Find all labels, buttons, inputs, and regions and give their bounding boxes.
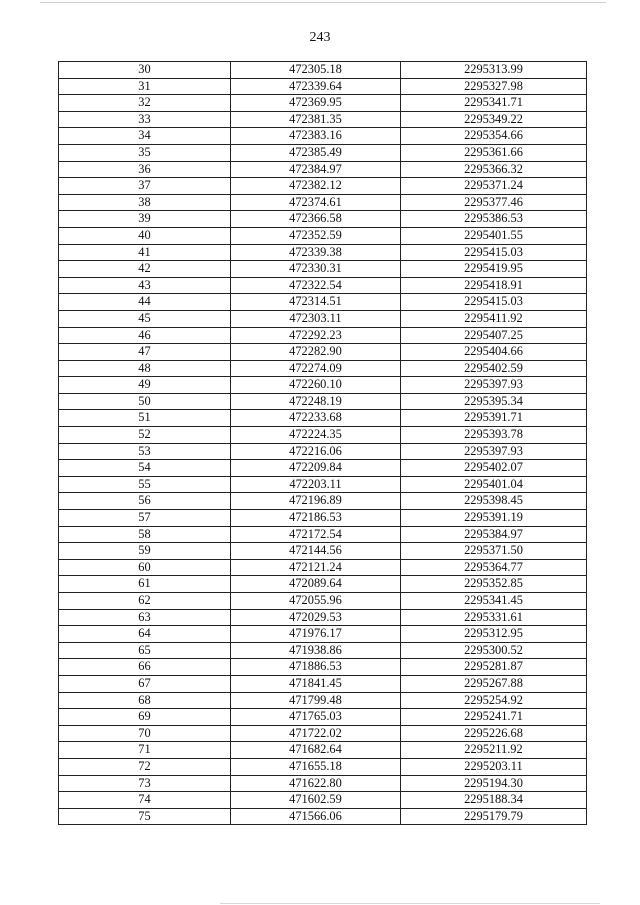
table-row — [59, 178, 587, 195]
y-coordinate-cell: 2295371.50 — [401, 543, 587, 560]
table-row — [59, 310, 587, 327]
table-row — [59, 111, 587, 128]
point-number-cell: 47 — [59, 344, 231, 361]
x-coordinate-cell: 471655.18 — [231, 758, 401, 775]
x-coordinate-cell: 472233.68 — [231, 410, 401, 427]
x-coordinate-cell: 471938.86 — [231, 642, 401, 659]
table-row — [59, 626, 587, 643]
table-row — [59, 460, 587, 477]
x-coordinate-cell: 472352.59 — [231, 227, 401, 244]
y-coordinate-cell: 2295331.61 — [401, 609, 587, 626]
table-row — [59, 161, 587, 178]
table-row — [59, 144, 587, 161]
y-coordinate-cell: 2295366.32 — [401, 161, 587, 178]
table-row — [59, 476, 587, 493]
table-row — [59, 642, 587, 659]
point-number-cell: 45 — [59, 310, 231, 327]
x-coordinate-cell: 472029.53 — [231, 609, 401, 626]
x-coordinate-cell: 471722.02 — [231, 725, 401, 742]
y-coordinate-cell: 2295179.79 — [401, 808, 587, 825]
table-row — [59, 808, 587, 825]
point-number-cell: 35 — [59, 144, 231, 161]
x-coordinate-cell: 472339.64 — [231, 78, 401, 95]
y-coordinate-cell: 2295371.24 — [401, 178, 587, 195]
x-coordinate-cell: 472216.06 — [231, 443, 401, 460]
point-number-cell: 61 — [59, 576, 231, 593]
y-coordinate-cell: 2295254.92 — [401, 692, 587, 709]
point-number-cell: 51 — [59, 410, 231, 427]
x-coordinate-cell: 472121.24 — [231, 559, 401, 576]
x-coordinate-cell: 472383.16 — [231, 128, 401, 145]
y-coordinate-cell: 2295341.71 — [401, 95, 587, 112]
point-number-cell: 48 — [59, 360, 231, 377]
x-coordinate-cell: 471622.80 — [231, 775, 401, 792]
table-row — [59, 227, 587, 244]
x-coordinate-cell: 472314.51 — [231, 294, 401, 311]
x-coordinate-cell: 472055.96 — [231, 593, 401, 610]
x-coordinate-cell: 472260.10 — [231, 377, 401, 394]
y-coordinate-cell: 2295203.11 — [401, 758, 587, 775]
y-coordinate-cell: 2295397.93 — [401, 377, 587, 394]
table-row — [59, 792, 587, 809]
point-number-cell: 53 — [59, 443, 231, 460]
point-number-cell: 34 — [59, 128, 231, 145]
y-coordinate-cell: 2295384.97 — [401, 526, 587, 543]
point-number-cell: 57 — [59, 510, 231, 527]
y-coordinate-cell: 2295281.87 — [401, 659, 587, 676]
y-coordinate-cell: 2295341.45 — [401, 593, 587, 610]
point-number-cell: 38 — [59, 194, 231, 211]
table-row — [59, 344, 587, 361]
table-row — [59, 609, 587, 626]
table-row — [59, 775, 587, 792]
x-coordinate-cell: 471602.59 — [231, 792, 401, 809]
x-coordinate-cell: 472144.56 — [231, 543, 401, 560]
point-number-cell: 69 — [59, 709, 231, 726]
table-row — [59, 659, 587, 676]
y-coordinate-cell: 2295352.85 — [401, 576, 587, 593]
y-coordinate-cell: 2295398.45 — [401, 493, 587, 510]
point-number-cell: 56 — [59, 493, 231, 510]
x-coordinate-cell: 472385.49 — [231, 144, 401, 161]
x-coordinate-cell: 472274.09 — [231, 360, 401, 377]
top-rule — [40, 2, 606, 3]
y-coordinate-cell: 2295241.71 — [401, 709, 587, 726]
point-number-cell: 39 — [59, 211, 231, 228]
x-coordinate-cell: 472209.84 — [231, 460, 401, 477]
table-row — [59, 194, 587, 211]
x-coordinate-cell: 472384.97 — [231, 161, 401, 178]
table-row — [59, 360, 587, 377]
point-number-cell: 40 — [59, 227, 231, 244]
y-coordinate-cell: 2295415.03 — [401, 294, 587, 311]
point-number-cell: 58 — [59, 526, 231, 543]
table-row — [59, 493, 587, 510]
coordinates-table-body — [59, 62, 587, 825]
x-coordinate-cell: 472381.35 — [231, 111, 401, 128]
point-number-cell: 74 — [59, 792, 231, 809]
y-coordinate-cell: 2295397.93 — [401, 443, 587, 460]
table-row — [59, 709, 587, 726]
y-coordinate-cell: 2295391.71 — [401, 410, 587, 427]
y-coordinate-cell: 2295418.91 — [401, 277, 587, 294]
x-coordinate-cell: 472292.23 — [231, 327, 401, 344]
bottom-rule — [220, 903, 600, 904]
coordinates-table — [58, 61, 587, 825]
x-coordinate-cell: 472203.11 — [231, 476, 401, 493]
point-number-cell: 41 — [59, 244, 231, 261]
table-row — [59, 593, 587, 610]
point-number-cell: 33 — [59, 111, 231, 128]
x-coordinate-cell: 472186.53 — [231, 510, 401, 527]
x-coordinate-cell: 471682.64 — [231, 742, 401, 759]
table-row — [59, 78, 587, 95]
point-number-cell: 72 — [59, 758, 231, 775]
y-coordinate-cell: 2295377.46 — [401, 194, 587, 211]
y-coordinate-cell: 2295395.34 — [401, 393, 587, 410]
y-coordinate-cell: 2295401.55 — [401, 227, 587, 244]
y-coordinate-cell: 2295211.92 — [401, 742, 587, 759]
y-coordinate-cell: 2295386.53 — [401, 211, 587, 228]
table-row — [59, 244, 587, 261]
point-number-cell: 44 — [59, 294, 231, 311]
table-row — [59, 277, 587, 294]
table-row — [59, 758, 587, 775]
point-number-cell: 30 — [59, 62, 231, 79]
point-number-cell: 65 — [59, 642, 231, 659]
y-coordinate-cell: 2295361.66 — [401, 144, 587, 161]
x-coordinate-cell: 471841.45 — [231, 675, 401, 692]
point-number-cell: 60 — [59, 559, 231, 576]
table-row — [59, 211, 587, 228]
table-row — [59, 543, 587, 560]
page-number: 243 — [309, 30, 331, 45]
y-coordinate-cell: 2295411.92 — [401, 310, 587, 327]
x-coordinate-cell: 472339.38 — [231, 244, 401, 261]
y-coordinate-cell: 2295404.66 — [401, 344, 587, 361]
y-coordinate-cell: 2295349.22 — [401, 111, 587, 128]
x-coordinate-cell: 472369.95 — [231, 95, 401, 112]
point-number-cell: 73 — [59, 775, 231, 792]
point-number-cell: 71 — [59, 742, 231, 759]
x-coordinate-cell: 472089.64 — [231, 576, 401, 593]
x-coordinate-cell: 471976.17 — [231, 626, 401, 643]
x-coordinate-cell: 472305.18 — [231, 62, 401, 79]
x-coordinate-cell: 472282.90 — [231, 344, 401, 361]
y-coordinate-cell: 2295300.52 — [401, 642, 587, 659]
y-coordinate-cell: 2295401.04 — [401, 476, 587, 493]
point-number-cell: 68 — [59, 692, 231, 709]
x-coordinate-cell: 471799.48 — [231, 692, 401, 709]
point-number-cell: 55 — [59, 476, 231, 493]
point-number-cell: 50 — [59, 393, 231, 410]
point-number-cell: 62 — [59, 593, 231, 610]
point-number-cell: 52 — [59, 427, 231, 444]
y-coordinate-cell: 2295313.99 — [401, 62, 587, 79]
table-row — [59, 742, 587, 759]
x-coordinate-cell: 471566.06 — [231, 808, 401, 825]
table-row — [59, 576, 587, 593]
table-row — [59, 443, 587, 460]
y-coordinate-cell: 2295419.95 — [401, 261, 587, 278]
x-coordinate-cell: 471886.53 — [231, 659, 401, 676]
x-coordinate-cell: 472172.54 — [231, 526, 401, 543]
y-coordinate-cell: 2295327.98 — [401, 78, 587, 95]
y-coordinate-cell: 2295415.03 — [401, 244, 587, 261]
table-row — [59, 128, 587, 145]
table-row — [59, 261, 587, 278]
table-row — [59, 410, 587, 427]
point-number-cell: 31 — [59, 78, 231, 95]
y-coordinate-cell: 2295364.77 — [401, 559, 587, 576]
x-coordinate-cell: 472303.11 — [231, 310, 401, 327]
point-number-cell: 59 — [59, 543, 231, 560]
table-row — [59, 393, 587, 410]
point-number-cell: 66 — [59, 659, 231, 676]
table-row — [59, 62, 587, 79]
table-row — [59, 675, 587, 692]
x-coordinate-cell: 472196.89 — [231, 493, 401, 510]
table-row — [59, 327, 587, 344]
point-number-cell: 46 — [59, 327, 231, 344]
point-number-cell: 49 — [59, 377, 231, 394]
y-coordinate-cell: 2295267.88 — [401, 675, 587, 692]
x-coordinate-cell: 472248.19 — [231, 393, 401, 410]
x-coordinate-cell: 472374.61 — [231, 194, 401, 211]
point-number-cell: 43 — [59, 277, 231, 294]
x-coordinate-cell: 472322.54 — [231, 277, 401, 294]
y-coordinate-cell: 2295391.19 — [401, 510, 587, 527]
table-row — [59, 559, 587, 576]
table-row — [59, 427, 587, 444]
point-number-cell: 37 — [59, 178, 231, 195]
y-coordinate-cell: 2295312.95 — [401, 626, 587, 643]
table-row — [59, 510, 587, 527]
table-row — [59, 294, 587, 311]
y-coordinate-cell: 2295402.07 — [401, 460, 587, 477]
y-coordinate-cell: 2295407.25 — [401, 327, 587, 344]
point-number-cell: 42 — [59, 261, 231, 278]
point-number-cell: 70 — [59, 725, 231, 742]
point-number-cell: 67 — [59, 675, 231, 692]
point-number-cell: 75 — [59, 808, 231, 825]
table-row — [59, 725, 587, 742]
point-number-cell: 32 — [59, 95, 231, 112]
y-coordinate-cell: 2295354.66 — [401, 128, 587, 145]
y-coordinate-cell: 2295226.68 — [401, 725, 587, 742]
point-number-cell: 36 — [59, 161, 231, 178]
x-coordinate-cell: 472330.31 — [231, 261, 401, 278]
point-number-cell: 63 — [59, 609, 231, 626]
table-row — [59, 95, 587, 112]
table-row — [59, 526, 587, 543]
table-row — [59, 377, 587, 394]
x-coordinate-cell: 471765.03 — [231, 709, 401, 726]
y-coordinate-cell: 2295402.59 — [401, 360, 587, 377]
x-coordinate-cell: 472366.58 — [231, 211, 401, 228]
x-coordinate-cell: 472224.35 — [231, 427, 401, 444]
y-coordinate-cell: 2295393.78 — [401, 427, 587, 444]
x-coordinate-cell: 472382.12 — [231, 178, 401, 195]
point-number-cell: 54 — [59, 460, 231, 477]
y-coordinate-cell: 2295194.30 — [401, 775, 587, 792]
point-number-cell: 64 — [59, 626, 231, 643]
y-coordinate-cell: 2295188.34 — [401, 792, 587, 809]
table-row — [59, 692, 587, 709]
